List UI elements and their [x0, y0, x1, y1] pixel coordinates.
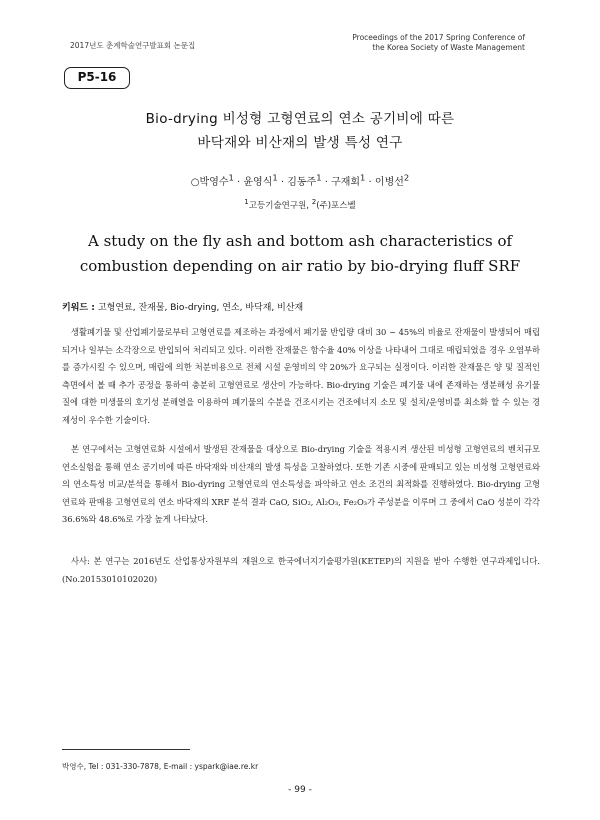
english-title-line-1: A study on the fly ash and bottom ash characteristics of [87, 232, 513, 250]
page-number: - 99 - [288, 785, 312, 795]
running-header-right-line1: Proceedings of the 2017 Spring Conference of [352, 33, 525, 42]
running-header-left: 2017년도 춘계학술연구발표회 논문집 [70, 41, 196, 50]
author: ○박영수$^1$ · [190, 173, 244, 189]
author: 윤영식$^1$ · [243, 173, 288, 189]
keywords [62, 300, 542, 313]
body-paragraph-2: 본 연구에서는 고형연료화 시설에서 발생된 잔재물을 대상으로 Bio-drying 기술을 적용시켜 생산된 비성형 고형연료의 벤치규모 연소실험을 통해 연소 공기비에 따른 바닥재와 비산재의 발생 특성을 고찰하였다. 또한 기존 시중에 판매되고 있는 비성형 고형연료와의 연소특성 비교/분석을 통해서 Bio-dyring 고형연료의 연소특성을 파악하고 연소 조건의 최적화를 진행하였다. Bio-drying 고형연료와 판매용 고형연료의 연소 바닥재의 XRF 분석 결과 CaO, SiO₂, Al₂O₃, Fe₂O₃가 주성분을 이루며 그 중에서 CaO 성분이 각각 36.6%와 48.6%로 가장 높게 나타났다. [62, 444, 540, 524]
english-title-line-2: combustion depending on air ratio by bio-drying fluff SRF [79, 257, 521, 275]
running-header-right-line2: the Korea Society of Waste Management [372, 43, 525, 52]
author: 이병선$^2$ [374, 173, 410, 189]
keywords-text: 고형연료, 잔재물, Bio-drying, 연소, 바닥재, 비산재 [97, 303, 304, 313]
running-header-right [275, 33, 525, 53]
author: 구재회$^1$ · [331, 173, 375, 189]
author: 김동주$^1$ · [287, 173, 332, 189]
keywords-label: 키워드 : [62, 303, 98, 313]
body-paragraph-1: 생활폐기물 및 산업폐기물로부터 고형연료를 제조하는 과정에서 폐기물 반입량 대비 30 ~ 45%의 비율로 잔재물이 발생되어 매립되거나 일부는 소각장으로 반입되어 처리되고 있다. 이러한 잔재물은 함수율 40% 이상을 나타내어 그대로 매립되었을 경우 오염부하를 증가시킬 수 있으며, 매립에 의한 처분비용으로 전체 시설 운영비의 약 20%가 요구되는 실정이다. 이러한 잔재물은 양 및 질적인 측면에서 볼 때 추가 공정을 통하여 충분히 고형연료로 생산이 가능하다. Bio-drying 기술은 폐기물 내에 존재하는 생분해성 유기물질에 대한 미생물의 호기성 분해열을 이용하여 폐기물의 수분을 건조시키는 건조에너지 소모 및 설치/운영비를 최소화 할 수 있는 경제성이 우수한 기술이다. [62, 327, 540, 425]
korean-title-line-2: 바닥재와 비산재의 발생 특성 연구 [197, 135, 403, 151]
acknowledgement-paragraph: 사사: 본 연구는 2016년도 산업통상자원부의 재원으로 한국에너지기술평가원(KETEP)의 지원을 받아 수행한 연구과제입니다. (No.20153010102020) [62, 556, 540, 584]
author-list [60, 173, 540, 188]
korean-title-line-1: Bio-drying 비성형 고형연료의 연소 공기비에 따른 [145, 111, 455, 127]
affiliations: $^1$고등기술연구원, $^2$(주)포스벨 [244, 197, 356, 211]
paper-code-badge: P5-16 [64, 67, 130, 89]
footnote-contact: 박영수, Tel : 031-330-7878, E-mail : yspark@iae.re.kr [62, 762, 259, 771]
footnote-divider [62, 749, 190, 750]
